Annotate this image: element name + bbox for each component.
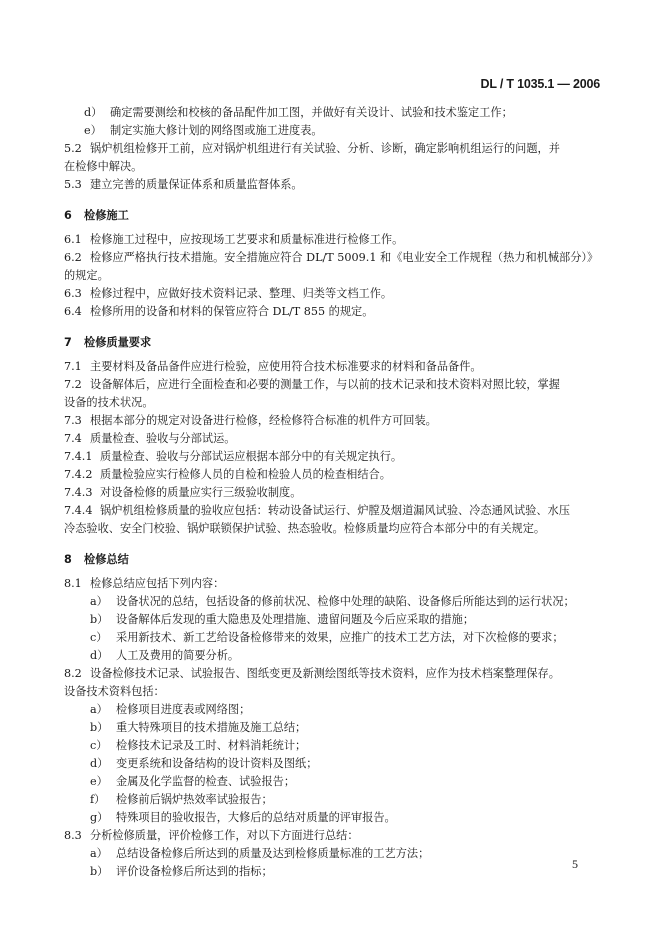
page-body [64, 104, 604, 881]
clause-5-2: 5.2 锅炉机组检修开工前，应对锅炉机组进行有关试验、分析、诊断，确定影响机组运行的问题，并 [64, 142, 560, 155]
list-item: d） 人工及费用的简要分析。 [90, 649, 240, 662]
list-item: d） 确定需要测绘和校核的备品配件加工图，并做好有关设计、试验和技术鉴定工作； [84, 106, 513, 119]
clause-7-1: 7.1 主要材料及备品备件应进行检验，应使用符合技术标准要求的材料和备品备件。 [64, 360, 482, 373]
clause-8-1: 8.1 检修总结应包括下列内容： [64, 577, 225, 590]
clause-7-4-4: 7.4.4 锅炉机组检修质量的验收应包括：转动设备试运行、炉膛及烟道漏风试验、冷态通风试验、水压 [64, 504, 570, 517]
list-item: e） 制定实施大修计划的网络图或施工进度表。 [84, 124, 323, 137]
clause-8-3: 8.3 分析检修质量，评价检修工作，对以下方面进行总结： [64, 829, 359, 842]
list-item: d） 变更系统和设备结构的设计资料及图纸； [90, 757, 318, 770]
clause-8-2-cont: 设备技术资料包括： [64, 685, 165, 698]
page-number: 5 [572, 857, 578, 871]
clause-6-2: 6.2 检修应严格执行技术措施。安全措施应符合 DL/T 5009.1 和《电业安全工作规程（热力和机械部分）》 [64, 251, 599, 264]
clause-7-4-2: 7.4.2 质量检验应实行检修人员的自检和检验人员的检查相结合。 [64, 468, 391, 481]
list-item: a） 总结设备检修后所达到的质量及达到检修质量标准的工艺方法； [90, 847, 430, 860]
clause-7-3: 7.3 根据本部分的规定对设备进行检修，经检修符合标准的机件方可回装。 [64, 414, 437, 427]
list-item: f） 检修前后锅炉热效率试验报告； [90, 793, 273, 806]
clause-7-2-cont: 设备的技术状况。 [64, 396, 154, 409]
list-item: a） 检修项目进度表或网络图； [90, 703, 251, 716]
clause-7-4-3: 7.4.3 对设备检修的质量应实行三级验收制度。 [64, 486, 302, 499]
clause-5-3: 5.3 建立完善的质量保证体系和质量监督体系。 [64, 178, 303, 191]
list-item: b） 评价设备检修后所达到的指标； [90, 865, 273, 878]
list-item: e） 金属及化学监督的检查、试验报告； [90, 775, 296, 788]
list-item: b） 重大特殊项目的技术措施及施工总结； [90, 721, 307, 734]
clause-7-4: 7.4 质量检查、验收与分部试运。 [64, 432, 236, 445]
clause-7-4-4-cont: 冷态验收、安全门校验、锅炉联锁保护试验、热态验收。检修质量均应符合本部分中的有关规定。 [64, 522, 546, 535]
section-6-heading: 6 检修施工 [64, 209, 129, 222]
list-item: g） 特殊项目的验收报告，大修后的总结对质量的评审报告。 [90, 811, 396, 824]
section-8-heading: 8 检修总结 [64, 553, 129, 566]
standard-code: DL / T 1035.1 — 2006 [480, 77, 600, 91]
clause-6-2-cont: 的规定。 [64, 269, 109, 282]
clause-7-2: 7.2 设备解体后，应进行全面检查和必要的测量工作，与以前的技术记录和技术资料对照比较，掌握 [64, 378, 560, 391]
clause-6-3: 6.3 检修过程中，应做好技术资料记录、整理、归类等文档工作。 [64, 287, 393, 300]
clause-8-2: 8.2 设备检修技术记录、试验报告、图纸变更及新测绘图纸等技术资料，应作为技术档案整理保存。 [64, 667, 560, 680]
list-item: c） 采用新技术、新工艺给设备检修带来的效果，应推广的技术工艺方法，对下次检修的要求； [90, 631, 564, 644]
list-item: b） 设备解体后发现的重大隐患及处理措施、遗留问题及今后应采取的措施； [90, 613, 475, 626]
clause-6-4: 6.4 检修所用的设备和材料的保管应符合 DL/T 855 的规定。 [64, 305, 374, 318]
list-item: a） 设备状况的总结，包括设备的修前状况、检修中处理的缺陷、设备修后所能达到的运行状况； [90, 595, 575, 608]
clause-7-4-1: 7.4.1 质量检查、验收与分部试运应根据本部分中的有关规定执行。 [64, 450, 403, 463]
section-7-heading: 7 检修质量要求 [64, 336, 152, 349]
list-item: c） 检修技术记录及工时、材料消耗统计； [90, 739, 307, 752]
clause-5-2-cont: 在检修中解决。 [64, 160, 143, 173]
clause-6-1: 6.1 检修施工过程中，应按现场工艺要求和质量标准进行检修工作。 [64, 233, 404, 246]
